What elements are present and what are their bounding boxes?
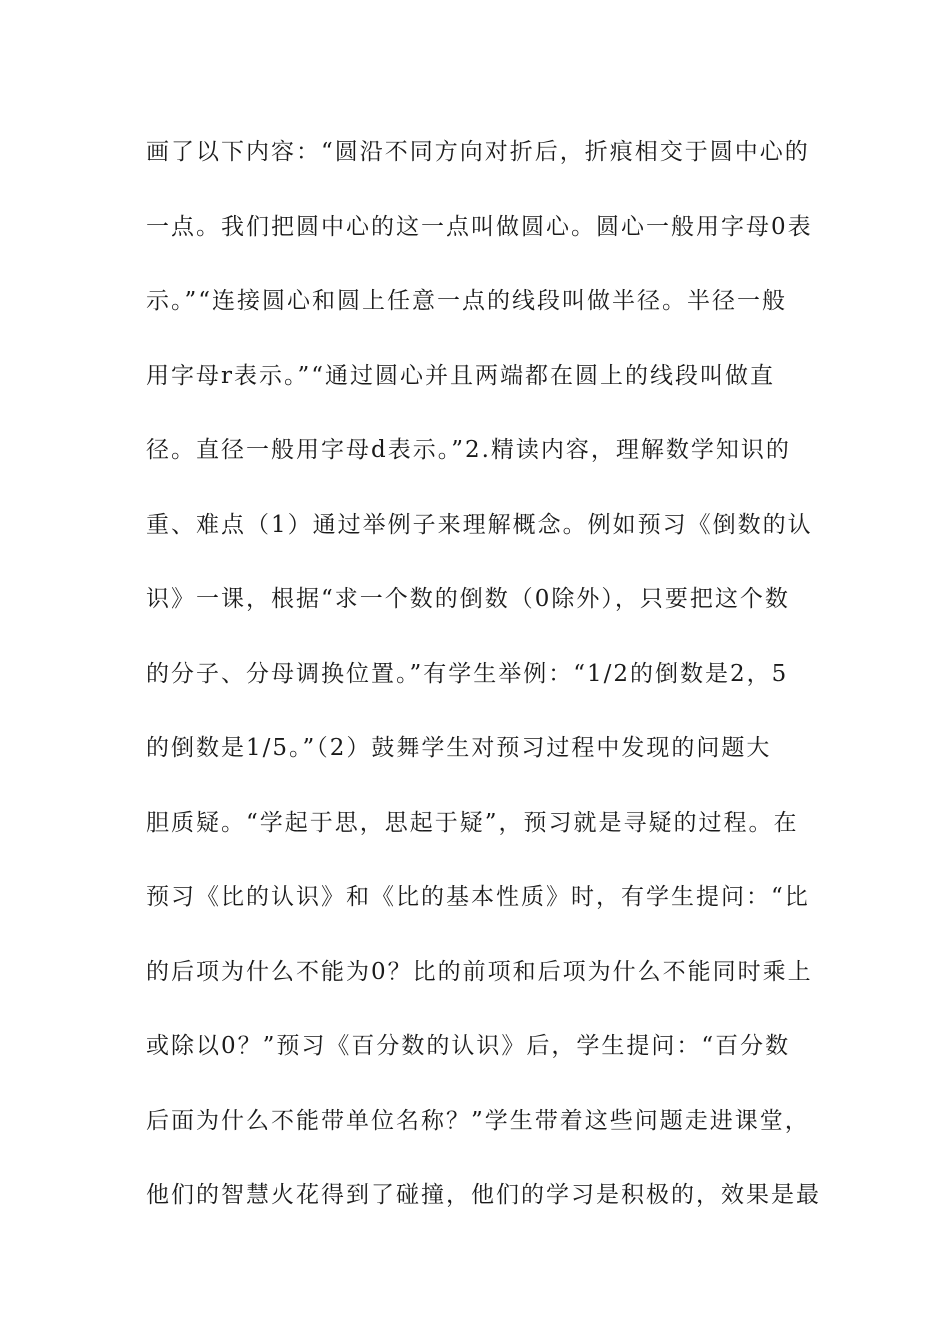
text-line-9: 的倒数是1/5。”（2）鼓舞学生对预习过程中发现的问题大 <box>146 735 772 761</box>
text-line-7: 识》一课，根据“求一个数的倒数（0除外），只要把这个数 <box>146 586 790 612</box>
text-line-13: 或除以0？”预习《百分数的认识》后，学生提问：“百分数 <box>146 1033 791 1059</box>
text-line-5: 径。直径一般用字母d表示。”2.精读内容，理解数学知识的 <box>146 437 791 463</box>
text-line-12: 的后项为什么不能为0？比的前项和后项为什么不能同时乘上 <box>146 958 813 985</box>
text-line-6: 重、难点（1）通过举例子来理解概念。例如预习《倒数的认 <box>146 511 813 538</box>
body-text <box>146 128 821 1246</box>
text-line-10: 胆质疑。“学起于思，思起于疑”，预习就是寻疑的过程。在 <box>146 809 799 836</box>
text-line-1: 画了以下内容：“圆沿不同方向对折后，折痕相交于圆中心的 <box>146 139 810 165</box>
text-line-4: 用字母r表示。”“通过圆心并且两端都在圆上的线段叫做直 <box>146 362 776 389</box>
text-line-3: 示。”“连接圆心和圆上任意一点的线段叫做半径。半径一般 <box>146 288 788 314</box>
text-line-11: 预习《比的认识》和《比的基本性质》时，有学生提问：“比 <box>146 884 810 910</box>
text-line-8: 的分子、分母调换位置。”有学生举例：“1/2的倒数是2，5 <box>146 660 789 687</box>
text-line-2: 一点。我们把圆中心的这一点叫做圆心。圆心一般用字母0表 <box>146 213 813 240</box>
text-line-15: 他们的智慧火花得到了碰撞，他们的学习是积极的，效果是最 <box>146 1182 821 1208</box>
text-line-14: 后面为什么不能带单位名称？”学生带着这些问题走进课堂， <box>146 1107 810 1134</box>
